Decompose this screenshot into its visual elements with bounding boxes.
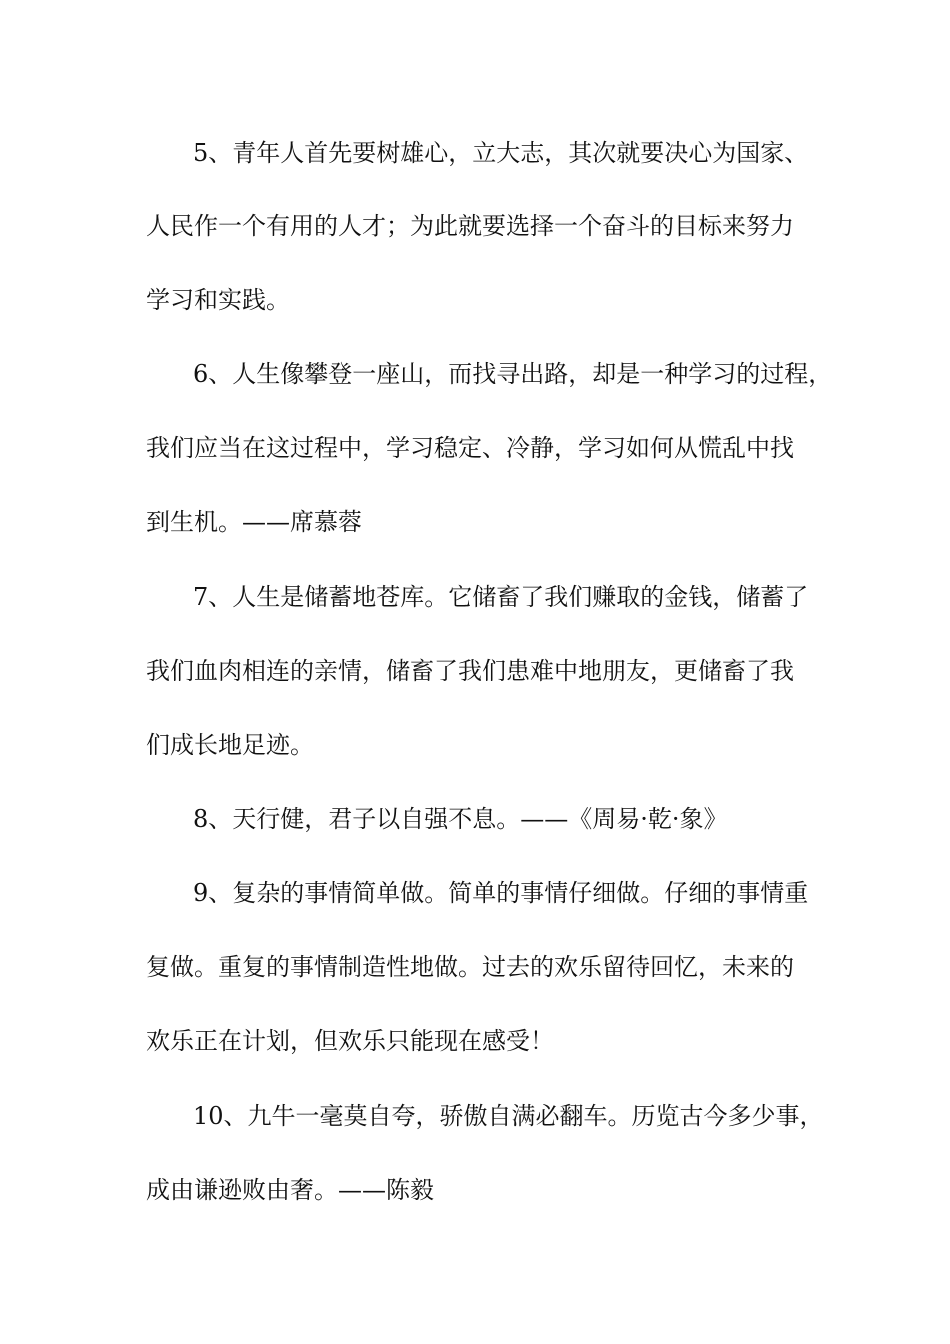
paragraph-7-line-1: 7、人生是储蓄地苍库。它储畜了我们赚取的金钱，储蓄了: [193, 583, 809, 611]
paragraph-6-line-2: 我们应当在这过程中，学习稳定、冷静，学习如何从慌乱中找: [146, 434, 794, 462]
paragraph-5-line-1: 5、青年人首先要树雄心，立大志，其次就要决心为国家、: [193, 139, 809, 167]
paragraph-6-line-1: 6、人生像攀登一座山，而找寻出路，却是一种学习的过程，: [193, 360, 833, 388]
paragraph-8-line-1: 8、天行健，君子以自强不息。——《周易·乾·象》: [193, 805, 728, 833]
paragraph-9-line-2: 复做。重复的事情制造性地做。过去的欢乐留待回忆，未来的: [146, 953, 794, 981]
paragraph-5-line-3: 学习和实践。: [146, 286, 290, 314]
paragraph-10-line-2: 成由谦逊败由奢。——陈毅: [146, 1176, 434, 1204]
paragraph-5-line-2: 人民作一个有用的人才；为此就要选择一个奋斗的目标来努力: [146, 212, 794, 240]
paragraph-9-line-1: 9、复杂的事情简单做。简单的事情仔细做。仔细的事情重: [193, 879, 809, 907]
paragraph-6-line-3: 到生机。——席慕蓉: [146, 508, 362, 536]
paragraph-10-line-1: 10、九牛一毫莫自夸，骄傲自满必翻车。历览古今多少事，: [193, 1102, 824, 1130]
paragraph-7-line-3: 们成长地足迹。: [146, 731, 314, 759]
paragraph-7-line-2: 我们血肉相连的亲情，储畜了我们患难中地朋友，更储畜了我: [146, 657, 794, 685]
paragraph-9-line-3: 欢乐正在计划，但欢乐只能现在感受！: [146, 1027, 554, 1055]
